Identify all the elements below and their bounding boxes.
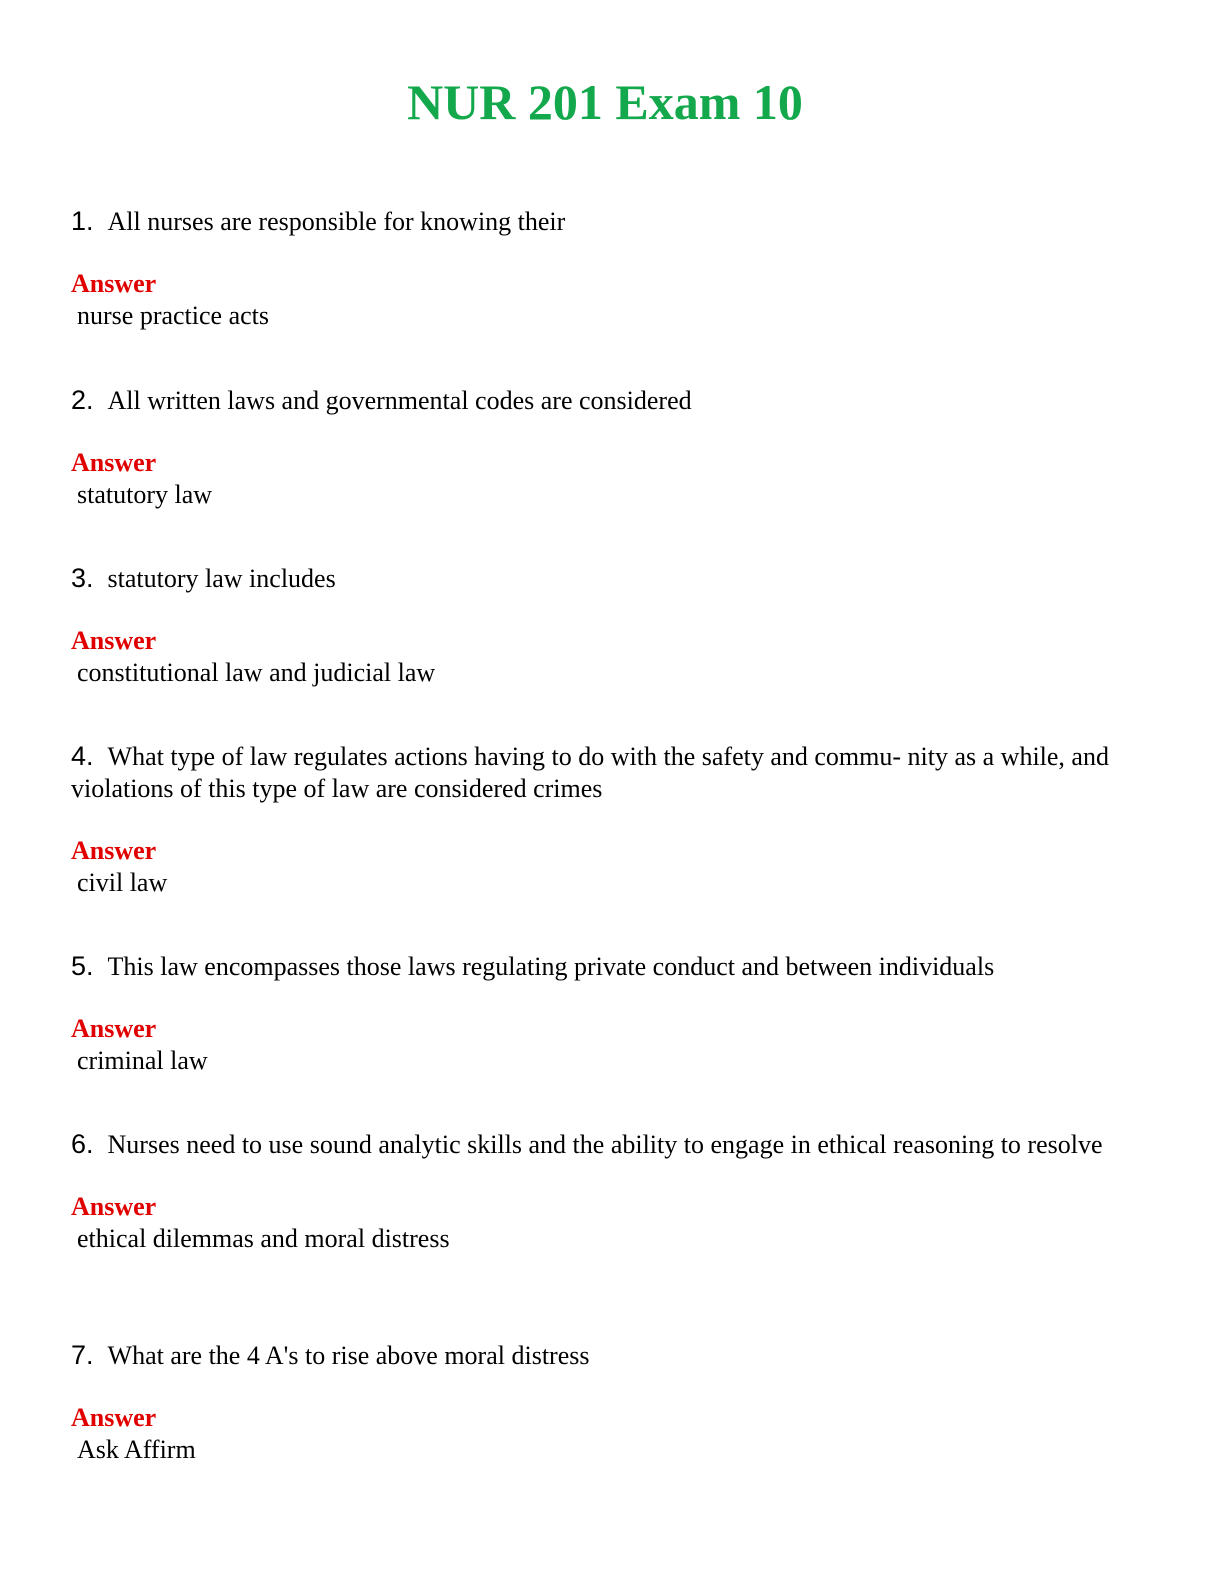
question <box>71 562 1131 595</box>
question <box>71 950 1131 983</box>
question-text: All nurses are responsible for knowing their <box>107 207 566 236</box>
question-text: What type of law regulates actions having to do with the safety and commu- nity as a while, and violations of this type of law are considered crimes <box>71 742 1109 803</box>
question-text: All written laws and governmental codes are considered <box>107 386 692 415</box>
page-title: NUR 201 Exam 10 <box>407 74 803 130</box>
question <box>71 205 1131 238</box>
question <box>71 1128 1131 1161</box>
question-number: 7. <box>71 1340 94 1370</box>
answer-label: Answer <box>71 1403 157 1432</box>
answer-text: constitutional law and judicial law <box>77 658 436 687</box>
answer-text: nurse practice acts <box>77 301 270 330</box>
question <box>71 384 1131 417</box>
question <box>71 1339 1131 1372</box>
question-number: 5. <box>71 951 94 981</box>
qa-item-6 <box>71 1128 1131 1255</box>
answer-text: civil law <box>77 868 168 897</box>
qa-item-3 <box>71 562 1131 689</box>
answer-label: Answer <box>71 1014 157 1043</box>
qa-item-4 <box>71 740 1131 899</box>
answer-label: Answer <box>71 1192 157 1221</box>
answer-text: statutory law <box>77 480 213 509</box>
question <box>71 740 1131 805</box>
qa-item-2 <box>71 384 1131 511</box>
question-text: Nurses need to use sound analytic skills and the ability to engage in ethical reasoning to resolve <box>107 1130 1103 1159</box>
answer-label: Answer <box>71 626 157 655</box>
question-number: 4. <box>71 741 94 771</box>
answer-text: ethical dilemmas and moral distress <box>77 1224 450 1253</box>
answer-label: Answer <box>71 836 157 865</box>
answer-label: Answer <box>71 448 157 477</box>
question-text: What are the 4 A's to rise above moral distress <box>107 1341 590 1370</box>
qa-item-1 <box>71 205 1131 332</box>
question-text: This law encompasses those laws regulating private conduct and between individuals <box>107 952 995 981</box>
answer-text: Ask Affirm <box>77 1435 196 1464</box>
qa-item-7 <box>71 1339 1131 1466</box>
question-text: statutory law includes <box>107 564 336 593</box>
question-number: 6. <box>71 1129 94 1159</box>
qa-item-5 <box>71 950 1131 1077</box>
question-number: 3. <box>71 563 94 593</box>
question-number: 2. <box>71 385 94 415</box>
question-number: 1. <box>71 206 94 236</box>
answer-label: Answer <box>71 269 157 298</box>
answer-text: criminal law <box>77 1046 208 1075</box>
